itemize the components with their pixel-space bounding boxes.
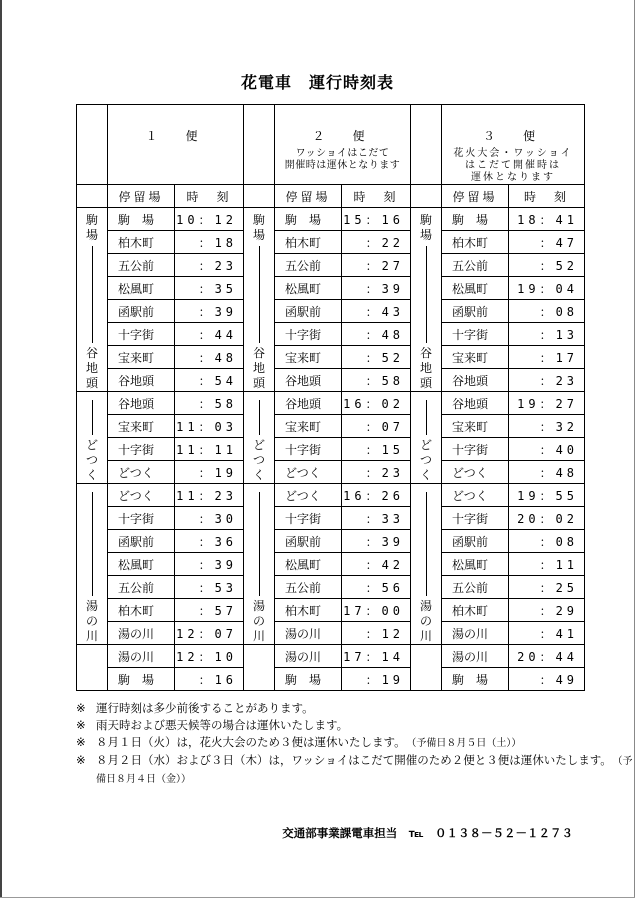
stop-name: 柏木町 [108,599,175,622]
departure-time: 19：27 [509,392,585,415]
stop-name: 湯の川 [275,645,342,668]
route-label-char: 場 [85,228,98,242]
stop-name: 谷地頭 [275,369,342,392]
departure-time: 11：23 [175,484,244,507]
table-row [77,668,585,691]
route-label-char: の [253,614,266,628]
table-row [77,300,585,323]
route-label-cell [411,484,442,645]
route-label-char: ど [420,438,433,452]
departure-time: ：52 [342,346,411,369]
stop-name: どつく [442,461,509,484]
departure-time: ：58 [175,392,244,415]
route-label [411,484,441,644]
route-label [244,484,274,644]
stop-name: 五公前 [108,576,175,599]
departure-time: ：52 [509,254,585,277]
departure-time: ：23 [342,461,411,484]
route-label-char: 地 [85,361,98,375]
departure-time: ：07 [342,415,411,438]
stop-name: 柏木町 [108,231,175,254]
note-text: 雨天時および悪天候等の場合は運休いたします。 [96,718,349,732]
route-line [92,246,93,343]
departure-time: ：49 [509,668,585,691]
note-mark: ※ [76,753,86,767]
stop-name: 柏木町 [275,231,342,254]
stop-name: 函駅前 [442,530,509,553]
stop-name: 十字街 [275,507,342,530]
departure-time: ：47 [509,231,585,254]
departure-time: ：40 [509,438,585,461]
stop-name: どつく [442,484,509,507]
route-line [426,246,427,343]
stop-name: 十字街 [108,323,175,346]
departure-time: 19：55 [509,484,585,507]
service-header-row [77,105,585,185]
stop-name: 五公前 [275,576,342,599]
departure-time: ：13 [509,323,585,346]
stop-name: 宝来町 [442,415,509,438]
departure-time: ：57 [175,599,244,622]
route-label-char: 駒 [85,213,98,227]
departure-time: ：56 [342,576,411,599]
stop-name: 函駅前 [442,300,509,323]
table-row [77,553,585,576]
stop-name: どつく [275,484,342,507]
stop-name: 谷地頭 [442,369,509,392]
stop-name: 駒 場 [442,668,509,691]
column-header-time: 時 刻 [509,185,585,208]
page-title: 花電車 運行時刻表 [240,73,394,92]
column-header-stop: 停留場 [442,185,509,208]
departure-time: ：08 [509,300,585,323]
note-text: ８月１日（火）は，花火大会のため３便は運休いたします。 （予備日８月５日（土）） [96,735,522,749]
departure-time: ：41 [509,622,585,645]
departure-time: ：15 [342,438,411,461]
table-row [77,576,585,599]
route-label-char: 湯 [253,599,266,613]
table-row [77,622,585,645]
stop-name: 五公前 [108,254,175,277]
departure-time: ：33 [342,507,411,530]
departure-time: ：53 [175,576,244,599]
route-label [77,208,107,391]
departure-time: ：12 [342,622,411,645]
column-header-blank [77,185,108,208]
stop-name: 谷地頭 [442,392,509,415]
route-label [411,208,441,391]
stop-name: どつく [108,461,175,484]
departure-time: ：23 [175,254,244,277]
page-left-border [0,0,2,898]
departure-time: ：43 [342,300,411,323]
route-label-char: の [420,614,433,628]
departure-time: ：39 [175,553,244,576]
route-label-char: 川 [420,629,433,643]
departure-time: 11：03 [175,415,244,438]
route-line [259,492,260,596]
route-label-char: 頭 [85,376,98,390]
stop-name: 柏木町 [442,231,509,254]
header-blank-cell [411,105,442,185]
stop-name: 駒 場 [108,668,175,691]
stop-name: 松風町 [442,277,509,300]
route-label-cell [77,645,108,691]
departure-time: ：48 [509,461,585,484]
departure-time: ：27 [342,254,411,277]
route-label-char: 場 [420,228,433,242]
note-item [76,752,635,788]
note-mark: ※ [76,735,86,749]
stop-name: 宝来町 [275,415,342,438]
departure-time: ：39 [342,277,411,300]
departure-time: 20：44 [509,645,585,668]
note-item [76,717,635,734]
stop-name: 十字街 [442,438,509,461]
departure-time: 16：02 [342,392,411,415]
departure-time: ：30 [175,507,244,530]
service-note: ワッショイはこだて 開催時は運休となります [284,148,401,171]
departure-time: 17：14 [342,645,411,668]
route-label-char: 川 [253,629,266,643]
note-mark: ※ [76,701,86,715]
departure-time: ：25 [509,576,585,599]
route-label-char: 谷 [85,346,98,360]
route-label-cell [244,392,275,484]
stop-name: 十字街 [275,438,342,461]
departure-time: ：42 [342,553,411,576]
departure-time: ：39 [342,530,411,553]
departure-time: ：29 [509,599,585,622]
stop-name: 五公前 [442,576,509,599]
stop-name: 宝来町 [442,346,509,369]
stop-name: 谷地頭 [108,369,175,392]
stop-name: 十字街 [108,507,175,530]
route-label-cell [77,208,108,392]
route-label-char: 谷 [420,346,433,360]
departure-time: 12：10 [175,645,244,668]
stop-name: 駒 場 [108,208,175,231]
departure-time: ：32 [509,415,585,438]
note-mark: ※ [76,718,86,732]
service-header-3 [442,105,585,185]
departure-time: ：39 [175,300,244,323]
route-line [259,246,260,343]
stop-name: 柏木町 [442,599,509,622]
notes-section [76,700,635,788]
stop-name: 函駅前 [108,300,175,323]
departure-time: ：23 [509,369,585,392]
route-label-cell [411,208,442,392]
route-label-char: の [85,614,98,628]
departure-time: ：58 [342,369,411,392]
column-header-row [77,185,585,208]
route-label-char: 地 [253,361,266,375]
table-row [77,415,585,438]
stop-name: 駒 場 [275,208,342,231]
column-header-time: 時 刻 [175,185,244,208]
stop-name: 函駅前 [275,300,342,323]
departure-time: ：16 [175,668,244,691]
table-row [77,277,585,300]
route-label-cell [244,645,275,691]
note-item [76,734,635,752]
route-label-cell [244,208,275,392]
route-label-char: 湯 [420,599,433,613]
note-text: ８月２日（水）および３日（木）は，ワッショイはこだて開催のため２便と３便は運休いたします。 （予備日８月４日（金）） [96,753,633,785]
stop-name: 湯の川 [442,622,509,645]
stop-name: 駒 場 [275,668,342,691]
table-row [77,438,585,461]
route-line [259,400,260,435]
table-row [77,254,585,277]
header-blank-cell [77,105,108,185]
header-blank-cell [244,105,275,185]
stop-name: 湯の川 [442,645,509,668]
stop-name: 松風町 [108,277,175,300]
stop-name: 湯の川 [275,622,342,645]
departure-time: ：48 [175,346,244,369]
stop-name: 五公前 [442,254,509,277]
route-label-char: く [420,468,433,482]
route-label-char: 川 [85,629,98,643]
stop-name: 駒 場 [442,208,509,231]
route-label-char: 谷 [253,346,266,360]
route-label-char: く [85,468,98,482]
table-row [77,484,585,507]
departure-time: ：44 [175,323,244,346]
stop-name: どつく [108,484,175,507]
service-name: ２ 便 [312,129,373,143]
route-label [244,208,274,391]
stop-name: 宝来町 [275,346,342,369]
route-label-char: ど [85,438,98,452]
route-line [426,492,427,596]
stop-name: 湯の川 [108,622,175,645]
stop-name: 宝来町 [108,346,175,369]
table-row [77,461,585,484]
column-header-time: 時 刻 [342,185,411,208]
note-text: 運行時刻は多少前後することがあります。 [96,701,314,715]
contact-footer: 交通部事業課電車担当 ℡ ０１３８－５２－１２７３ [282,826,573,840]
note-item [76,700,635,717]
departure-time: 11：11 [175,438,244,461]
stop-name: 松風町 [442,553,509,576]
column-header-stop: 停留場 [108,185,175,208]
service-note: 花火大会・ワッショイ はこだて開催時は 運休となります [453,148,573,183]
stop-name: 十字街 [442,507,509,530]
departure-time: ：11 [509,553,585,576]
departure-time: 10：12 [175,208,244,231]
stop-name: 松風町 [275,277,342,300]
service-name: ３ 便 [483,129,544,143]
stop-name: 十字街 [108,438,175,461]
stop-name: 谷地頭 [108,392,175,415]
departure-time: ：19 [342,668,411,691]
table-row [77,392,585,415]
departure-time: ：08 [509,530,585,553]
table-row [77,645,585,668]
stop-name: 松風町 [108,553,175,576]
route-label-cell [411,645,442,691]
table-row [77,346,585,369]
departure-time: 20：02 [509,507,585,530]
route-label [411,392,441,483]
stop-name: 五公前 [275,254,342,277]
route-label-cell [77,392,108,484]
departure-time: ：48 [342,323,411,346]
departure-time: ：36 [175,530,244,553]
route-label-char: 場 [253,228,266,242]
stop-name: どつく [275,461,342,484]
stop-name: 函駅前 [108,530,175,553]
table-row [77,369,585,392]
table-row [77,530,585,553]
stop-name: 宝来町 [108,415,175,438]
route-label-char: つ [420,453,433,467]
stop-name: 柏木町 [275,599,342,622]
route-label-cell [411,392,442,484]
departure-time: 19：04 [509,277,585,300]
route-label-char: つ [85,453,98,467]
route-label-char: 湯 [85,599,98,613]
stop-name: 松風町 [275,553,342,576]
table-row [77,208,585,231]
route-label-char: 駒 [253,213,266,227]
departure-time: 12：07 [175,622,244,645]
departure-time: ：54 [175,369,244,392]
departure-time: ：22 [342,231,411,254]
service-header-1 [108,105,244,185]
table-row [77,323,585,346]
service-name: １ 便 [145,129,206,143]
timetable [76,104,585,691]
route-label-char: 地 [420,361,433,375]
column-header-blank [411,185,442,208]
stop-name: 函駅前 [275,530,342,553]
stop-name: 谷地頭 [275,392,342,415]
table-row [77,231,585,254]
stop-name: 十字街 [275,323,342,346]
departure-time: ：19 [175,461,244,484]
route-label-char: ど [253,438,266,452]
route-line [92,492,93,596]
route-label [244,392,274,483]
route-label [77,484,107,644]
route-line [426,400,427,435]
column-header-stop: 停留場 [275,185,342,208]
route-label-char: く [253,468,266,482]
departure-time: 15：16 [342,208,411,231]
route-label-char: 頭 [253,376,266,390]
stop-name: 湯の川 [108,645,175,668]
departure-time: ：18 [175,231,244,254]
route-label-cell [244,484,275,645]
table-row [77,507,585,530]
departure-time: ：35 [175,277,244,300]
route-label-cell [77,484,108,645]
route-line [92,400,93,435]
route-label-char: 頭 [420,376,433,390]
route-label-char: つ [253,453,266,467]
stop-name: 十字街 [442,323,509,346]
note-small: （予備日８月４日（金）） [96,756,633,785]
departure-time: 16：26 [342,484,411,507]
departure-time: 18：41 [509,208,585,231]
departure-time: 17：00 [342,599,411,622]
note-small: （予備日８月５日（土）） [411,738,522,749]
column-header-blank [244,185,275,208]
departure-time: ：17 [509,346,585,369]
service-header-2 [275,105,411,185]
route-label [77,392,107,483]
table-row [77,599,585,622]
route-label-char: 駒 [420,213,433,227]
